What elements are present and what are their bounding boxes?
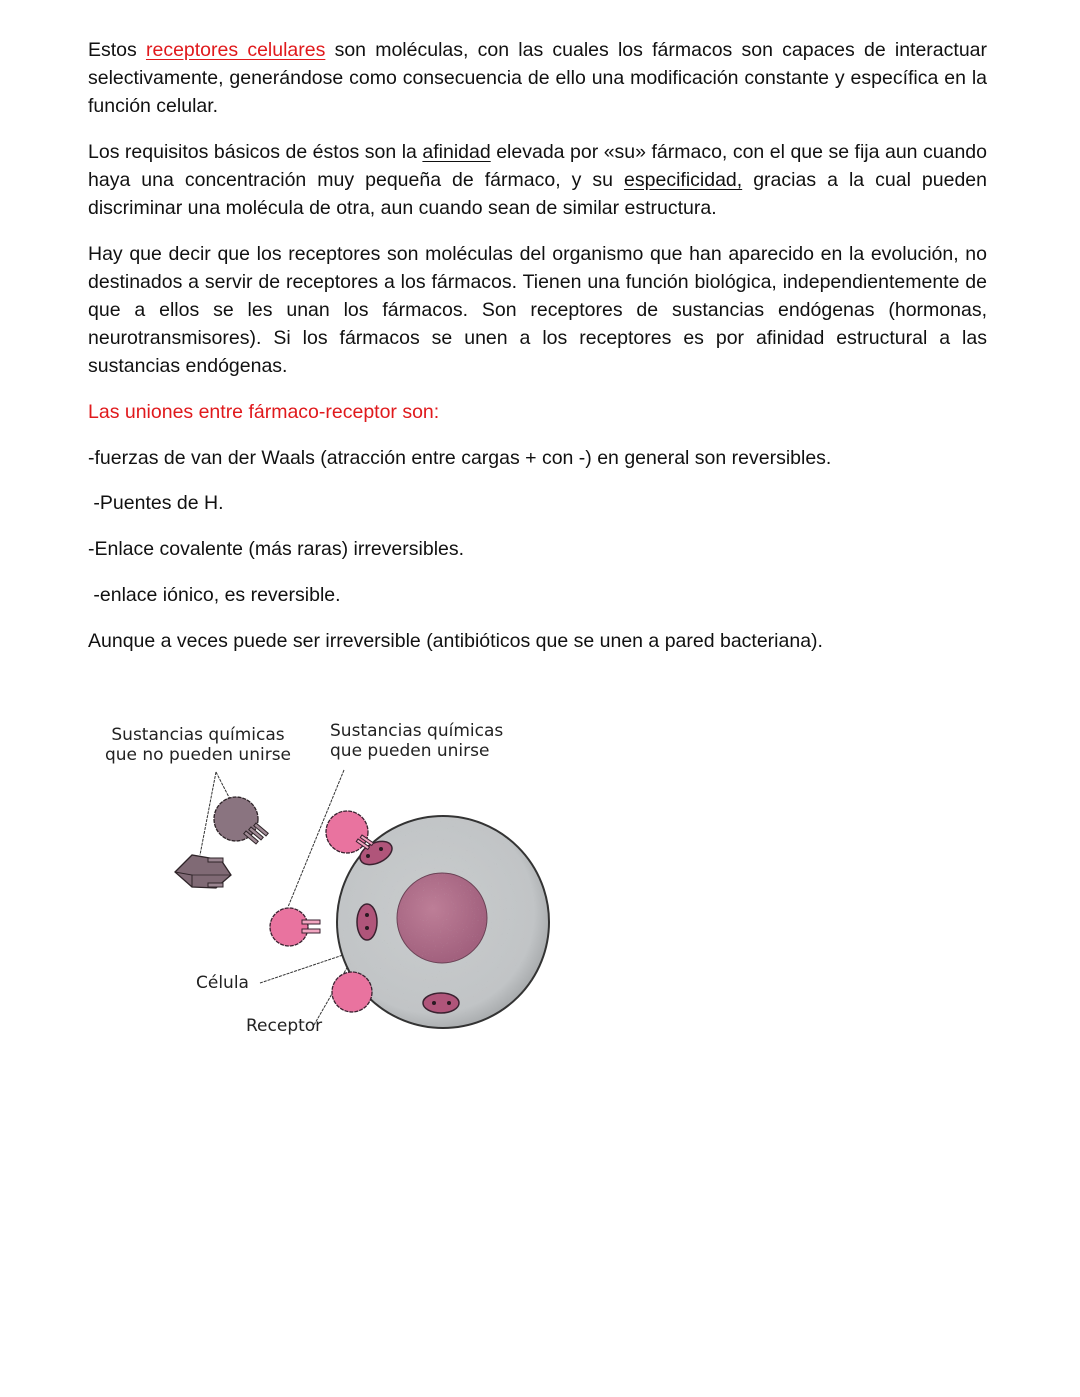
drug-receptor-diagram: [88, 715, 568, 1045]
label-cannot-bind-line2: que no pueden unirse: [104, 745, 292, 765]
paragraph-evolution: Hay que decir que los receptores son moléculas del organismo que han aparecido en la evolución, no destinados a servir de receptores a los fármacos. Tienen una función biológica, independientemente de que a ellos se les unan los fármacos. Son receptores de sustancias endógenas (hormonas, neurotransmisores). Si los fármacos se unen a los receptores es por afinidad estructural a las sustancias endógenas.: [88, 243, 987, 377]
label-cannot-bind: [98, 725, 298, 765]
text-part1: Los requisitos básicos de éstos son la: [88, 141, 423, 163]
label-can-bind-line2: que pueden unirse: [330, 741, 490, 761]
nonbindable-drug-block: [175, 855, 231, 888]
bond-item-van-der-waals: -fuerzas de van der Waals (atracción entre cargas + con -) en general son reversibles.: [88, 447, 832, 469]
bond-item-covalent: -Enlace covalente (más raras) irreversibles.: [88, 538, 465, 560]
bonds-heading: Las uniones entre fármaco-receptor son:: [88, 401, 440, 423]
term-afinidad: afinidad: [422, 141, 491, 163]
label-can-bind: [330, 721, 510, 761]
text-rest: son moléculas, con las cuales los fármacos son capaces de interactuar selectivamente, generándose como consecuencia de ello una modificación constante y específica en la función celular.: [88, 39, 988, 117]
text-lead: Estos: [88, 39, 146, 61]
text-part3: gracias a la cual pueden discriminar una molécula de otra, aun cuando sean de similar estructura.: [88, 169, 987, 219]
bond-note-irreversible: Aunque a veces puede ser irreversible (antibióticos que se unen a pared bacteriana).: [88, 630, 823, 652]
nonbindable-drug-round: [214, 797, 268, 844]
paragraph-receptors-intro: [88, 36, 987, 120]
bond-item-ionic: -enlace iónico, es reversible.: [88, 584, 341, 606]
label-can-bind-line1: Sustancias químicas: [330, 721, 504, 741]
term-receptores-celulares: receptores celulares: [145, 39, 326, 61]
bindable-drug-bound-top: [326, 811, 373, 853]
bindable-drug-bound-bottom: [332, 972, 372, 1012]
bond-item-hydrogen: -Puentes de H.: [88, 492, 224, 514]
term-especificidad: especificidad,: [624, 169, 743, 191]
label-cell: Célula: [196, 973, 249, 993]
nucleus: [397, 873, 487, 963]
bindable-drug-free: [270, 908, 320, 946]
paragraph-requirements: [88, 138, 987, 222]
label-cannot-bind-line1: Sustancias químicas: [111, 725, 285, 745]
label-receptor: Receptor: [246, 1016, 323, 1036]
text-part2: elevada por «su» fármaco, con el que se fija aun cuando haya una concentración muy pequeña de fármaco, y su: [88, 141, 987, 191]
